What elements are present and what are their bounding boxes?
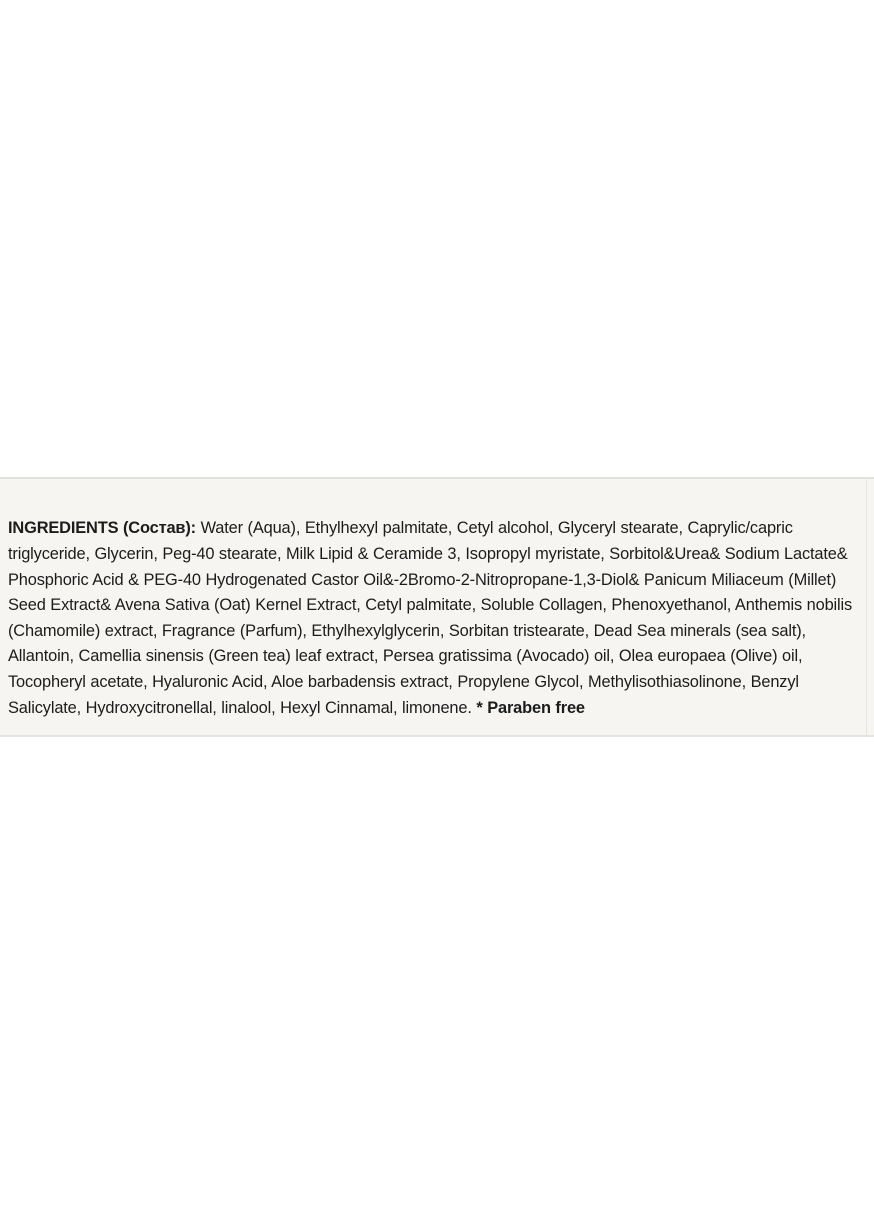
ingredients-heading: INGREDIENTS (Состав): xyxy=(8,519,196,538)
panel-top-edge xyxy=(0,477,874,479)
paraben-free-note: Paraben free xyxy=(482,698,585,717)
ingredients-list-text: Water (Aqua), Ethylhexyl palmitate, Cetyl alcohol, Glyceryl stearate, Caprylic/capric triglyceride, Glycerin, Peg-40 stearate, Milk Lipid & Ceramide 3, Isopropyl myristate, Sorbitol&Urea& Sodium Lactate& Phosphoric Acid & PEG-40 Hydrogenated Castor Oil&-2Bromo-2-Nitropropane-1,3-Diol& Panicum Miliaceum (Millet) Seed Extract& Avena Sativa (Oat) Kernel Extract, Cetyl palmitate, Soluble Collagen, Phenoxyethanol, Anthemis nobilis (Chamomile) extract, Fragrance (Parfum), Ethylhexylglycerin, Sorbitan tristearate, Dead Sea minerals (sea salt), Allantoin, Camellia sinensis (Green tea) leaf extract, Persea gratissima (Avocado) oil, Olea europaea (Olive) oil, Tocopheryl acetate, Hyaluronic Acid, Aloe barbadensis extract, Propylene Glycol, Methylisothiasolinone, Benzyl Salicylate, Hydroxycitronellal, linalool, Hexyl Cinnamal, limonene. xyxy=(8,519,853,717)
panel-bottom-edge xyxy=(0,735,874,737)
ingredients-paragraph xyxy=(8,516,868,721)
paraben-free-asterisk: * xyxy=(476,698,483,717)
